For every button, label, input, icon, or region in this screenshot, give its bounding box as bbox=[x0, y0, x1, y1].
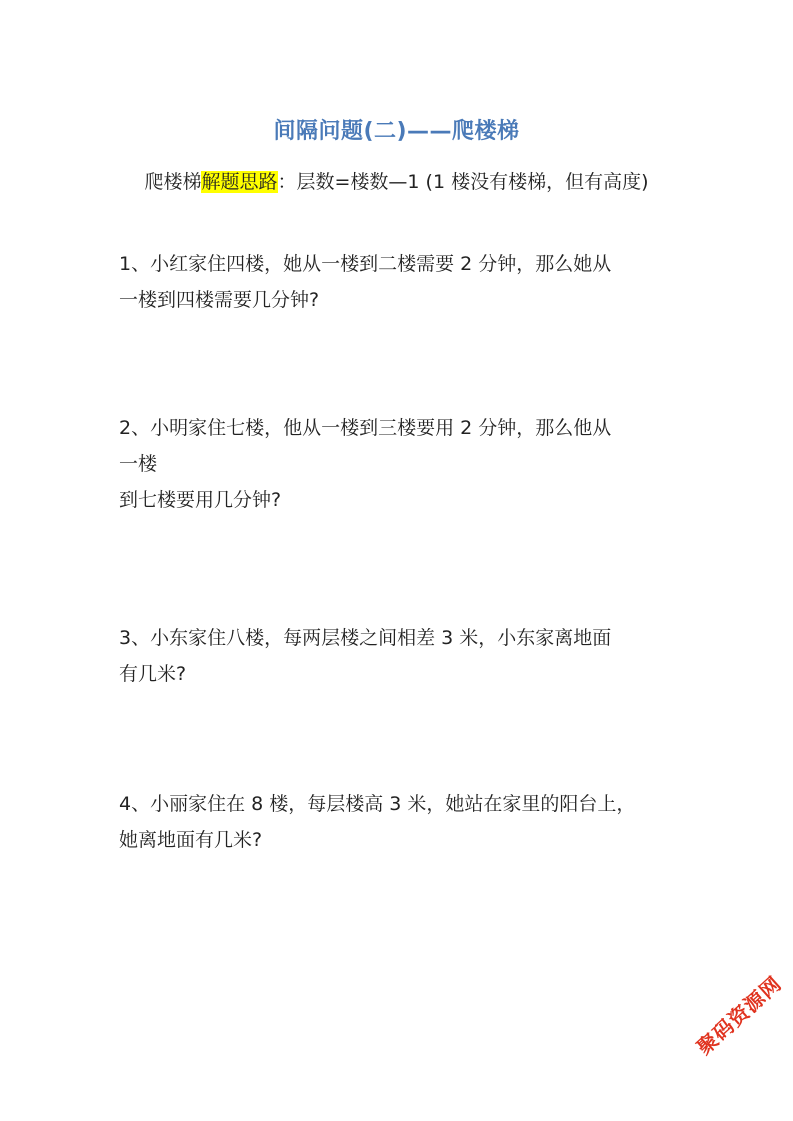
question-1 bbox=[119, 246, 689, 318]
question-line: 2、小明家住七楼，他从一楼到三楼要用 2 分钟，那么他从 bbox=[119, 417, 612, 439]
question-line: 1、小红家住四楼，她从一楼到二楼需要 2 分钟，那么她从 bbox=[119, 253, 612, 275]
page-title: 间隔问题(二)——爬楼梯 bbox=[273, 119, 520, 144]
tip-prefix: 爬楼梯 bbox=[144, 171, 202, 193]
question-4 bbox=[119, 786, 689, 858]
question-line: 4、小丽家住在 8 楼，每层楼高 3 米，她站在家里的阳台上， bbox=[119, 793, 636, 815]
tip-formula: ：层数=楼数—1 (1 楼没有楼梯，但有高度) bbox=[277, 171, 649, 193]
watermark: 聚码资源网 bbox=[692, 971, 787, 1060]
question-line: 她离地面有几米? bbox=[119, 829, 263, 851]
question-line: 有几米? bbox=[119, 663, 187, 685]
question-3 bbox=[119, 620, 689, 692]
question-line: 到七楼要用几分钟? bbox=[119, 489, 282, 511]
tip-highlight: 解题思路 bbox=[201, 171, 278, 193]
question-line: 3、小东家住八楼，每两层楼之间相差 3 米，小东家离地面 bbox=[119, 627, 612, 649]
question-line: 一楼 bbox=[119, 453, 158, 475]
question-2 bbox=[119, 410, 689, 518]
solution-tip bbox=[0, 167, 793, 197]
question-line: 一楼到四楼需要几分钟? bbox=[119, 289, 320, 311]
